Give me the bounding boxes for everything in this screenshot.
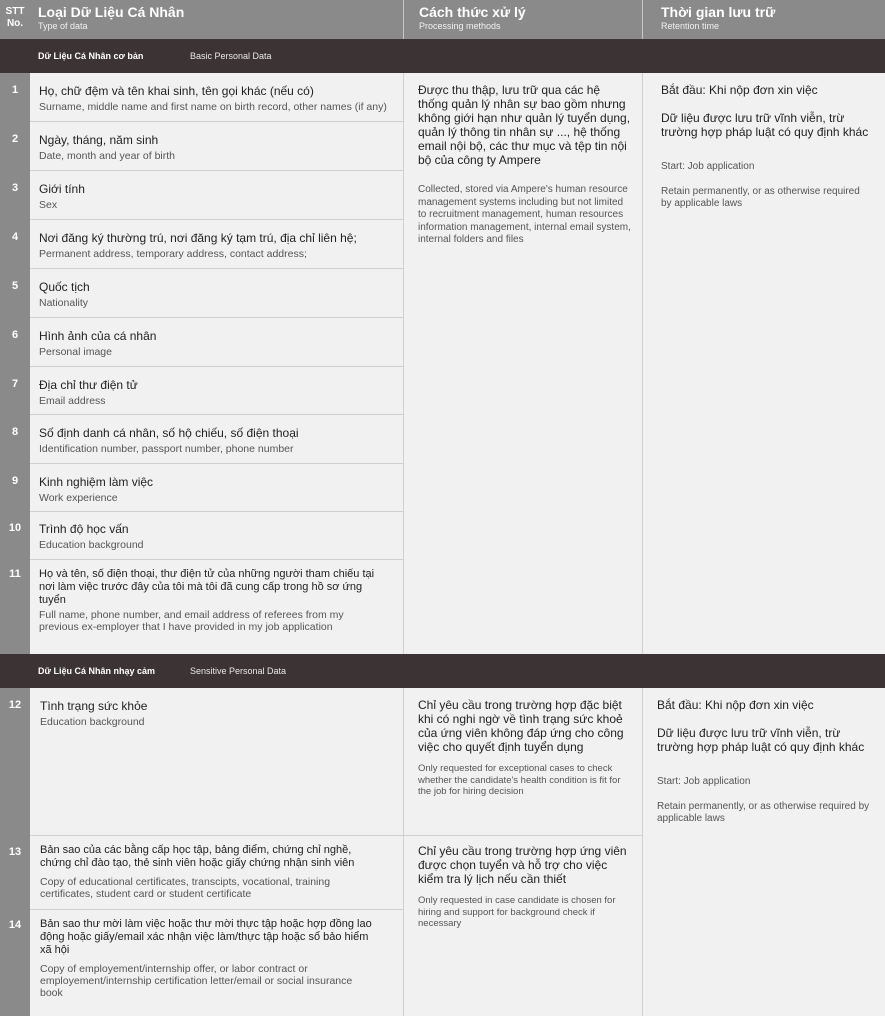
header-method bbox=[404, 0, 642, 39]
row-number: 1 bbox=[11, 84, 19, 96]
header-retention-sub: Retention time bbox=[661, 21, 720, 31]
retention-time bbox=[661, 83, 871, 211]
row-divider bbox=[30, 170, 403, 171]
row-divider bbox=[30, 835, 642, 836]
retention-duration-vi: Dữ liệu được lưu trữ vĩnh viễn, trừ trường hợp pháp luật có quy định khác bbox=[657, 726, 865, 754]
data-type-vi: Số định danh cá nhân, số hộ chiếu, số điện thoại bbox=[39, 426, 299, 440]
row-number: 13 bbox=[8, 846, 22, 858]
retention-duration-en: Retain permanently, or as otherwise required by applicable laws bbox=[657, 800, 870, 824]
column-divider bbox=[642, 688, 643, 1016]
row-number: 7 bbox=[11, 378, 19, 390]
retention-duration-en: Retain permanently, or as otherwise required by applicable laws bbox=[661, 185, 860, 209]
table-row bbox=[39, 378, 399, 407]
data-type-vi: Tình trạng sức khỏe bbox=[40, 699, 148, 713]
row-divider bbox=[30, 463, 403, 464]
row-divider bbox=[30, 219, 403, 220]
processing-method-en: Collected, stored via Ampere's human resource management systems including but not limited to recruitment management, human resources information management, internal email system, internal folders and files bbox=[418, 184, 631, 245]
row-number: 8 bbox=[11, 426, 19, 438]
section-basic-title: Dữ Liệu Cá Nhân cơ bản bbox=[38, 51, 144, 61]
row-divider bbox=[30, 366, 403, 367]
row-number: 12 bbox=[8, 699, 22, 711]
table-row bbox=[39, 280, 399, 309]
data-type-en: Surname, middle name and first name on birth record, other names (if any) bbox=[39, 101, 387, 113]
data-type-en: Email address bbox=[39, 395, 106, 407]
column-divider bbox=[403, 688, 404, 1016]
row-divider bbox=[30, 559, 403, 560]
row-number: 4 bbox=[11, 231, 19, 243]
row-number: 11 bbox=[9, 568, 21, 580]
data-type-vi: Ngày, tháng, năm sinh bbox=[39, 133, 159, 147]
row-divider bbox=[30, 909, 403, 910]
processing-method-vi: Được thu thập, lưu trữ qua các hệ thống quản lý nhân sự bao gồm nhưng không giới hạn như quản lý tuyển dụng, quản lý thông tin nhân sự ..., hệ thống email nội bộ, các thư mục và tệp tin nội bộ của công ty Ampere bbox=[418, 83, 631, 167]
data-type-en: Sex bbox=[39, 199, 58, 211]
data-type-en: Date, month and year of birth bbox=[39, 150, 175, 162]
processing-method bbox=[418, 83, 633, 247]
table-row bbox=[40, 699, 400, 728]
row-number: 3 bbox=[11, 182, 19, 194]
data-type-en: Work experience bbox=[39, 492, 118, 504]
data-type-vi: Nơi đăng ký thường trú, nơi đăng ký tạm trú, địa chỉ liên hệ; bbox=[39, 231, 357, 245]
data-type-vi: Kinh nghiệm làm việc bbox=[39, 475, 154, 489]
section-sensitive-title: Dữ Liệu Cá Nhân nhạy cảm bbox=[38, 666, 156, 676]
header-no-main: STT bbox=[5, 6, 25, 17]
data-type-en: Personal image bbox=[39, 346, 112, 358]
header-retention-main: Thời gian lưu trữ bbox=[661, 4, 776, 20]
processing-method bbox=[418, 698, 633, 798]
table-row bbox=[39, 182, 399, 211]
table-row bbox=[39, 522, 399, 551]
data-type-en: Permanent address, temporary address, contact address; bbox=[39, 248, 307, 260]
header-no bbox=[0, 0, 30, 39]
retention-start-vi: Bắt đầu: Khi nộp đơn xin việc bbox=[661, 83, 818, 97]
table-row bbox=[39, 329, 399, 358]
retention-start-vi: Bắt đầu: Khi nộp đơn xin việc bbox=[657, 698, 814, 712]
row-number: 2 bbox=[11, 133, 19, 145]
section-sensitive-bar bbox=[0, 654, 885, 688]
column-divider bbox=[403, 73, 404, 654]
table-row bbox=[39, 568, 384, 633]
row-divider bbox=[30, 317, 403, 318]
row-number: 5 bbox=[11, 280, 19, 292]
data-type-vi: Họ, chữ đệm và tên khai sinh, tên gọi khác (nếu có) bbox=[39, 84, 314, 98]
data-type-en: Copy of employement/internship offer, or labor contract or employement/internship certification letter/email or social insurance book bbox=[40, 963, 353, 999]
retention-start-en: Start: Job application bbox=[661, 161, 755, 172]
header-no-sub: No. bbox=[6, 18, 24, 29]
data-type-vi: Địa chỉ thư điện tử bbox=[39, 378, 138, 392]
processing-method-en: Only requested in case candidate is chosen for hiring and support for background check if necessary bbox=[418, 895, 616, 929]
retention-time bbox=[657, 698, 872, 826]
table-row bbox=[40, 918, 375, 999]
data-type-vi: Hình ảnh của cá nhân bbox=[39, 329, 157, 343]
row-number: 9 bbox=[11, 475, 19, 487]
row-divider bbox=[30, 121, 403, 122]
table-row bbox=[39, 426, 399, 455]
data-type-vi: Bản sao của các bằng cấp học tập, bảng điểm, chứng chỉ nghề, chứng chỉ đào tạo, thẻ sinh viên hoặc giấy chứng nhận sinh viên bbox=[40, 844, 355, 869]
data-type-en: Nationality bbox=[39, 297, 89, 309]
header-method-sub: Processing methods bbox=[419, 21, 501, 31]
number-column bbox=[0, 73, 30, 654]
section-sensitive-subtitle: Sensitive Personal Data bbox=[190, 666, 287, 676]
section-basic-bar bbox=[0, 39, 885, 73]
data-type-en: Full name, phone number, and email address of referees from my previous ex-employer that I have provided in my job application bbox=[39, 609, 344, 633]
data-type-vi: Quốc tịch bbox=[39, 280, 90, 294]
column-divider bbox=[642, 73, 643, 654]
header-type bbox=[30, 0, 403, 39]
table-row bbox=[40, 844, 385, 900]
retention-duration-vi: Dữ liệu được lưu trữ vĩnh viễn, trừ trường hợp pháp luật có quy định khác bbox=[661, 111, 869, 139]
row-divider bbox=[30, 511, 403, 512]
data-type-en: Education background bbox=[39, 539, 144, 551]
processing-method bbox=[418, 844, 633, 930]
data-type-vi: Bản sao thư mời làm việc hoặc thư mời thực tập hoặc hợp đồng lao động hoặc giấy/email xác nhận việc làm/thực tập hoặc sổ bảo hiểm xã hội bbox=[40, 918, 372, 956]
data-type-en: Identification number, passport number, phone number bbox=[39, 443, 294, 455]
table-row bbox=[39, 133, 399, 162]
row-number: 6 bbox=[11, 329, 19, 341]
table-row bbox=[39, 231, 399, 260]
header-type-sub: Type of data bbox=[38, 21, 88, 31]
header-retention bbox=[643, 0, 885, 39]
row-divider bbox=[30, 268, 403, 269]
processing-method-vi: Chỉ yêu cầu trong trường hợp ứng viên được chọn tuyển và hỗ trợ cho việc kiểm tra lý lịch nếu cần thiết bbox=[418, 844, 627, 886]
data-type-en: Education background bbox=[40, 716, 145, 728]
data-type-vi: Họ và tên, số điện thoại, thư điện tử của những người tham chiếu tại nơi làm việc trước đây của tôi mà tôi đã cung cấp trong hồ sơ ứng tuyển bbox=[39, 568, 375, 606]
table-row bbox=[39, 84, 399, 113]
row-number: 14 bbox=[8, 919, 22, 931]
table-row bbox=[39, 475, 399, 504]
data-type-vi: Trình độ học vấn bbox=[39, 522, 129, 536]
section-basic-subtitle: Basic Personal Data bbox=[190, 51, 272, 61]
header-method-main: Cách thức xử lý bbox=[419, 4, 526, 20]
processing-method-en: Only requested for exceptional cases to check whether the candidate's health condition is fit for the job for hiring decision bbox=[418, 763, 621, 797]
processing-method-vi: Chỉ yêu cầu trong trường hợp đặc biệt khi có nghi ngờ về tình trạng sức khoẻ của ứng viên không đáp ứng cho công việc cho quyết định tuyển dụng bbox=[418, 698, 624, 754]
data-type-en: Copy of educational certificates, transcipts, vocational, training certificates, student card or student certificate bbox=[40, 876, 331, 900]
data-type-vi: Giới tính bbox=[39, 182, 85, 196]
header-type-main: Loại Dữ Liệu Cá Nhân bbox=[38, 4, 185, 20]
retention-start-en: Start: Job application bbox=[657, 776, 751, 787]
row-number: 10 bbox=[8, 522, 22, 534]
row-divider bbox=[30, 414, 403, 415]
